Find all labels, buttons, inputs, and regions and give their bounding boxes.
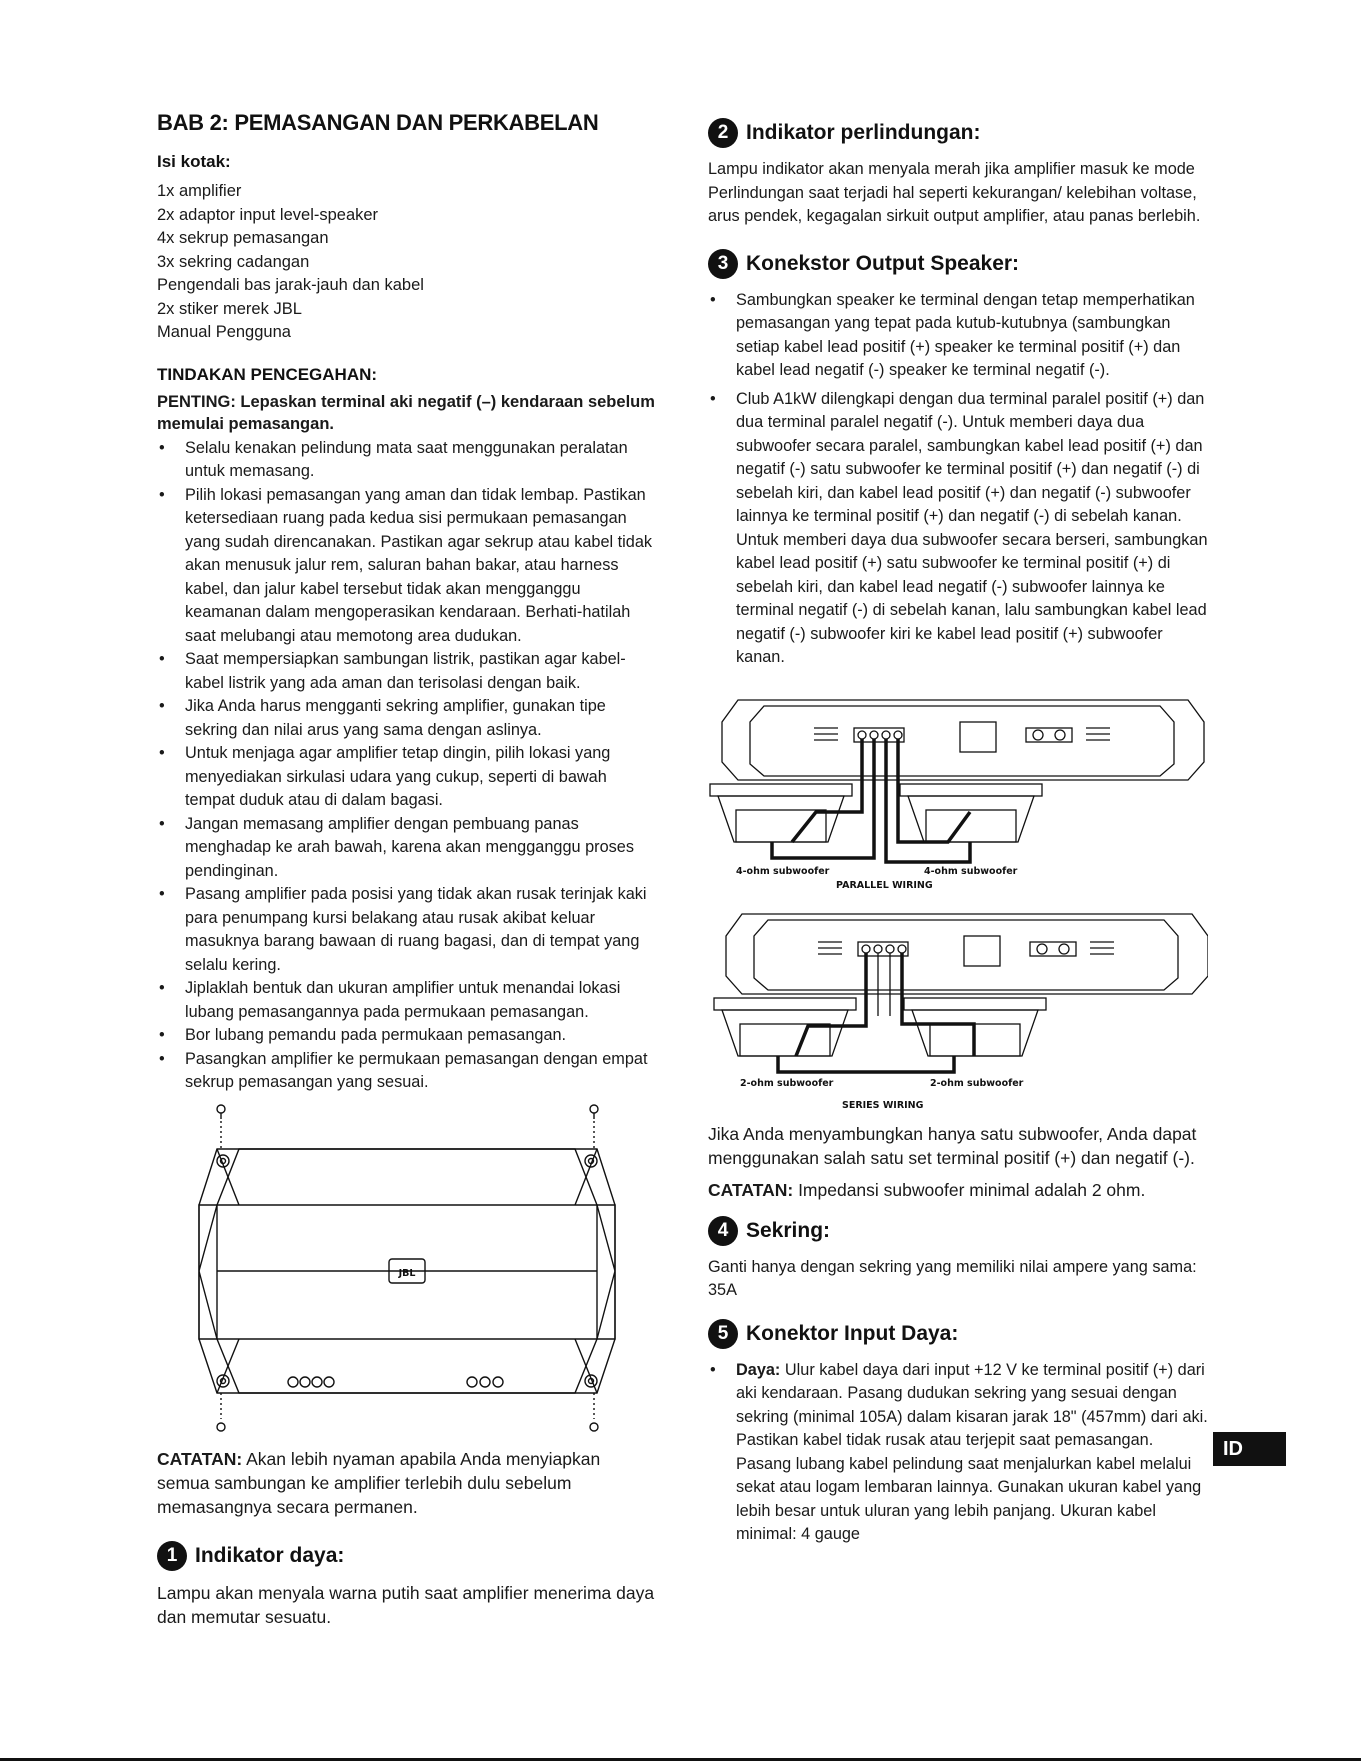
section3-title: Konekstor Output Speaker: — [746, 251, 1020, 275]
list-item: • Jiplaklah bentuk dan ukuran amplifier untuk menandai lokasi lubang pemasangannya pada permukaan pemasangan. — [159, 979, 621, 1021]
list-item-text: Sambungkan speaker ke terminal dengan tetap memperhatikan pemasangan yang tepat pada kutub-kutubnya (sambungkan setiap kabel lead positif (+) speaker ke terminal positif (+) dan kabel lead negatif (-) speaker ke terminal negatif (-). — [736, 290, 1195, 379]
section5-heading — [708, 1319, 1208, 1349]
precautions-heading: TINDAKAN PENCEGAHAN: — [157, 364, 378, 384]
list-item: • Pasang amplifier pada posisi yang tidak akan rusak terinjak kaki para penumpang kursi belakang atau rusak akibat keluar masuknya barang bawaan di ruang bagasi, dan di tempat yang selalu kering. — [159, 885, 647, 974]
parallel-right-label: 4-ohm subwoofer — [924, 865, 1018, 877]
parallel-caption: PARALLEL WIRING — [836, 879, 933, 891]
box-item: 1x amplifier — [157, 182, 242, 200]
screw-icon — [590, 1105, 598, 1149]
section-number-badge: 1 — [157, 1541, 187, 1571]
section-number-badge: 5 — [708, 1319, 738, 1349]
note-text: Impedansi subwoofer minimal adalah 2 ohm. — [793, 1179, 1146, 1200]
note-label: CATATAN: — [157, 1448, 243, 1469]
list-item-text: Jiplaklah bentuk dan ukuran amplifier untuk menandai lokasi lubang pemasangannya pada permukaan pemasangan. — [185, 979, 621, 1021]
amp-logo: JBL — [398, 1267, 416, 1279]
box-item: Manual Pengguna — [157, 323, 291, 341]
list-item-text: Ulur kabel daya dari input +12 V ke terminal positif (+) dari aki kendaraan. Pasang dudukan sekring yang sesuai dengan sekring (minimal 105A) dalam kisaran jarak 18" (457mm) dari aki. Pastikan kabel tidak rusak atau terjepit saat pemasangan. Pasang lubang kabel pelindung saat menjalurkan kabel melalui sekat atau logam lembaran lainnya. Gunakan ukuran kabel yang lebih besar untuk uluran yang lebih panjang. Ukuran kabel minimal: 4 gauge — [736, 1360, 1208, 1543]
section1-text: Lampu akan menyala warna putih saat amplifier menerima daya dan memutar sesuatu. — [157, 1582, 655, 1627]
list-item-text: Club A1kW dilengkapi dengan dua terminal paralel positif (+) dan dua terminal paralel negatif (-). Untuk memberi daya dua subwoofer secara paralel, sambungkan kabel lead positif (+) dan negatif (-) satu subwoofer ke terminal positif (+) dan negatif (-) di sebelah kiri, dan kabel lead positif (+) dan negatif (-) subwoofer lainnya ke terminal positif (+) dan negatif (-) di sebelah kanan. Untuk memberi daya dua subwoofer secara berseri, sambungkan kabel lead positif (+) satu subwoofer ke terminal positif (+) di sebelah kiri, dan kabel lead negatif (-) subwoofer lainnya ke terminal negatif (-) di sebelah kanan, lalu sambungkan kabel lead negatif (-) subwoofer kiri ke kabel lead positif (+) subwoofer kanan. — [736, 389, 1208, 666]
left-column — [157, 106, 657, 1629]
note-label: CATATAN: — [708, 1179, 794, 1200]
list-item-text: Pasangkan amplifier ke permukaan pemasangan dengan empat sekrup pemasangan yang sesuai. — [185, 1049, 648, 1091]
section2-title: Indikator perlindungan: — [746, 121, 981, 144]
language-tab: ID — [1213, 1432, 1286, 1466]
series-right-label: 2-ohm subwoofer — [930, 1077, 1024, 1089]
list-item: • Club A1kW dilengkapi dengan dua terminal paralel positif (+) dan dua terminal paralel negatif (-). Untuk memberi daya dua subwoofer secara paralel, sambungkan kabel lead positif (+) dan negatif (-) satu subwoofer ke terminal positif (+) dan negatif (-) di sebelah kiri, dan kabel lead positif (+) dan negatif (-) subwoofer lainnya ke terminal positif (+) dan negatif (-) di sebelah kanan. Untuk memberi daya dua subwoofer secara berseri, sambungkan kabel lead positif (+) satu subwoofer ke terminal positif (+) di sebelah kiri, dan kabel lead negatif (-) subwoofer lainnya ke terminal negatif (-) di sebelah kanan, lalu sambungkan kabel lead negatif (-) subwoofer kiri ke kabel lead positif (+) subwoofer kanan. — [710, 389, 1208, 666]
speaker-output-list — [708, 289, 1208, 670]
precautions-list — [157, 437, 657, 1095]
section1-title: Indikator daya: — [195, 1543, 345, 1567]
section4-title: Sekring: — [746, 1218, 831, 1242]
important-notice: PENTING: Lepaskan terminal aki negatif (–) kendaraan sebelum memulai pemasangan. — [157, 392, 655, 433]
section-number-badge: 2 — [708, 118, 738, 148]
power-input-list — [708, 1359, 1208, 1547]
impedance-note — [708, 1178, 1208, 1202]
chapter-title: BAB 2: PEMASANGAN DAN PERKABELAN — [157, 110, 599, 135]
series-wiring-diagram — [708, 906, 1208, 1112]
list-item-text: Saat mempersiapkan sambungan listrik, pastikan agar kabel-kabel listrik yang ada aman dan terisolasi dengan baik. — [185, 650, 626, 692]
section4-heading — [708, 1216, 1208, 1246]
list-item-text: Pilih lokasi pemasangan yang aman dan tidak lembap. Pastikan ketersediaan ruang pada kedua sisi permukaan pemasangan yang sudah direncanakan. Pastikan agar sekrup atau kabel tidak akan menusuk jalur rem, saluran bahan bakar, atau harness kabel, dan jalur kabel tersebut tidak akan mengganggu keamanan dalam mengoperasikan kendaraan. Berhati-hatilah saat melubangi atau memotong area dudukan. — [185, 485, 653, 645]
parallel-wiring-diagram — [708, 692, 1208, 892]
series-caption: SERIES WIRING — [842, 1099, 924, 1111]
amplifier-mounting-diagram — [157, 1101, 657, 1437]
box-contents-list — [157, 180, 657, 345]
box-item: 2x stiker merek JBL — [157, 299, 302, 318]
screw-icon — [590, 1393, 598, 1431]
box-item: Pengendali bas jarak-jauh dan kabel — [157, 276, 424, 294]
screw-icon — [217, 1393, 225, 1431]
note-text: Akan lebih nyaman apabila Anda menyiapkan semua sambungan ke amplifier terlebih dulu sebelum memasangnya secara permanen. — [157, 1448, 601, 1517]
section5-title: Konektor Input Daya: — [746, 1321, 959, 1345]
list-item-text: Untuk menjaga agar amplifier tetap dingin, pilih lokasi yang menyediakan sirkulasi udara yang cukup, seperti di bawah tempat duduk atau di dalam bagasi. — [185, 744, 611, 809]
list-item-text: Bor lubang pemandu pada permukaan pemasangan. — [185, 1026, 567, 1044]
list-item: • Bor lubang pemandu pada permukaan pemasangan. — [159, 1026, 567, 1044]
power-label: Daya: — [736, 1360, 781, 1379]
box-item: 2x adaptor input level-speaker — [157, 205, 379, 224]
screw-icon — [217, 1105, 225, 1149]
section-number-badge: 4 — [708, 1216, 738, 1246]
section2-text: Lampu indikator akan menyala merah jika amplifier masuk ke mode Perlindungan saat terjadi hal seperti kekurangan/ kelebihan voltase, arus pendek, kegagalan sirkuit output amplifier, atau panas berlebih. — [708, 160, 1201, 225]
list-item: • Jangan memasang amplifier dengan pembuang panas menghadap ke arah bawah, karena akan mengganggu proses pendinginan. — [159, 814, 634, 880]
list-item-text: Pasang amplifier pada posisi yang tidak akan rusak terinjak kaki para penumpang kursi belakang atau rusak akibat keluar masuknya barang bawaan di ruang bagasi, dan di tempat yang selalu kering. — [185, 885, 647, 974]
box-contents-heading: Isi kotak: — [157, 152, 231, 171]
list-item-text: Jika Anda harus mengganti sekring amplifier, gunakan tipe sekring dan nilai arus yang sama dengan aslinya. — [185, 697, 606, 739]
list-item-text: Selalu kenakan pelindung mata saat menggunakan peralatan untuk memasang. — [185, 438, 628, 480]
section4-text: Ganti hanya dengan sekring yang memiliki nilai ampere yang sama: 35A — [708, 1257, 1197, 1299]
list-item: • Untuk menjaga agar amplifier tetap dingin, pilih lokasi yang menyediakan sirkulasi udara yang cukup, seperti di bawah tempat duduk atau di dalam bagasi. — [159, 744, 611, 809]
list-item: • Daya: Ulur kabel daya dari input +12 V ke terminal positif (+) dari aki kendaraan. Pasang dudukan sekring yang sesuai dengan sekring (minimal 105A) dalam kisaran jarak 18" (457mm) dari aki. Pastikan kabel tidak rusak atau terjepit saat pemasangan. Pasang lubang kabel pelindung saat menjalurkan kabel melalui sekat atau logam lembaran lainnya. Gunakan ukuran kabel yang lebih besar untuk uluran yang lebih panjang. Ukuran kabel minimal: 4 gauge — [710, 1360, 1208, 1543]
list-item: • Sambungkan speaker ke terminal dengan tetap memperhatikan pemasangan yang tepat pada kutub-kutubnya (sambungkan setiap kabel lead positif (+) speaker ke terminal positif (+) dan kabel lead negatif (-) speaker ke terminal negatif (-). — [710, 290, 1195, 379]
right-column — [708, 118, 1208, 1552]
list-item: • Selalu kenakan pelindung mata saat menggunakan peralatan untuk memasang. — [159, 438, 628, 480]
box-item: 3x sekring cadangan — [157, 252, 310, 271]
box-item: 4x sekrup pemasangan — [157, 229, 329, 247]
section2-heading — [708, 118, 1208, 148]
list-item: • Saat mempersiapkan sambungan listrik, pastikan agar kabel-kabel listrik yang ada aman dan terisolasi dengan baik. — [159, 650, 626, 692]
section3-heading — [708, 249, 1208, 279]
parallel-left-label: 4-ohm subwoofer — [736, 865, 830, 877]
single-sub-text: Jika Anda menyambungkan hanya satu subwoofer, Anda dapat menggunakan salah satu set terminal positif (+) dan negatif (-). — [708, 1123, 1197, 1168]
section1-heading — [157, 1541, 657, 1571]
list-item: • Jika Anda harus mengganti sekring amplifier, gunakan tipe sekring dan nilai arus yang sama dengan aslinya. — [159, 697, 606, 739]
mounting-note — [157, 1447, 657, 1519]
list-item: • Pilih lokasi pemasangan yang aman dan tidak lembap. Pastikan ketersediaan ruang pada kedua sisi permukaan pemasangan yang sudah direncanakan. Pastikan agar sekrup atau kabel tidak akan menusuk jalur rem, saluran bahan bakar, atau harness kabel, dan jalur kabel tersebut tidak akan mengganggu keamanan dalam mengoperasikan kendaraan. Berhati-hatilah saat melubangi atau memotong area dudukan. — [159, 485, 653, 645]
series-left-label: 2-ohm subwoofer — [740, 1077, 834, 1089]
list-item-text: Jangan memasang amplifier dengan pembuang panas menghadap ke arah bawah, karena akan mengganggu proses pendinginan. — [185, 814, 634, 880]
list-item: • Pasangkan amplifier ke permukaan pemasangan dengan empat sekrup pemasangan yang sesuai. — [159, 1049, 648, 1091]
section-number-badge: 3 — [708, 249, 738, 279]
